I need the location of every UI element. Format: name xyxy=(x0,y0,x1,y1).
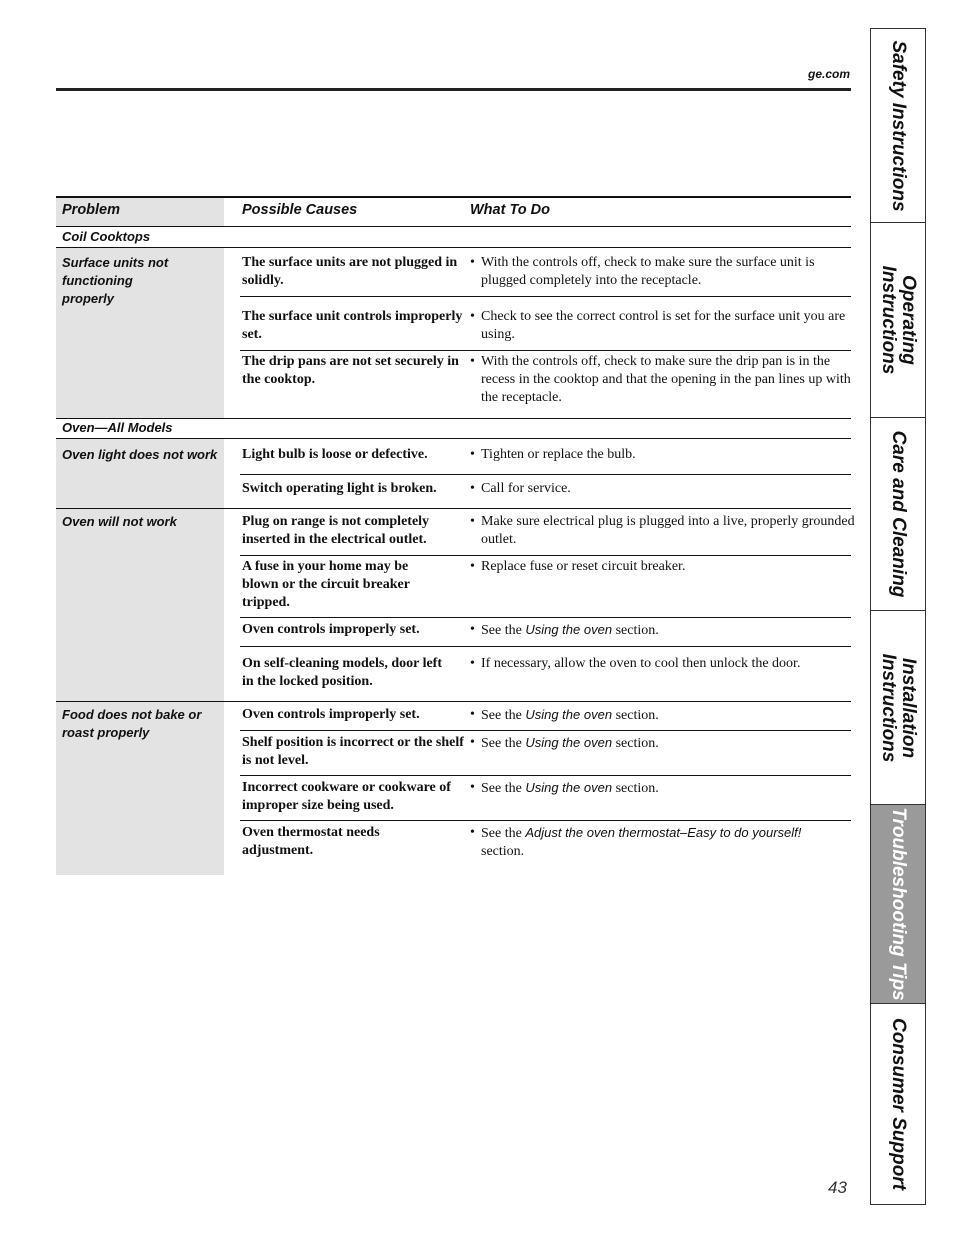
header-rule xyxy=(56,88,851,91)
tab-label: Care and Cleaning xyxy=(888,430,909,598)
todo-text: • Check to see the correct control is set for the surface unit you are using. xyxy=(470,309,846,342)
cause-text: Light bulb is loose or defective. xyxy=(242,447,428,462)
todo-text: • See the Adjust the oven thermostat–Easy to do yourself! section. xyxy=(470,825,802,859)
tab-troubleshooting-tips[interactable] xyxy=(871,805,925,1004)
problem-cell-bg xyxy=(56,509,224,702)
cause-text: On self-cleaning models, door left in the locked position. xyxy=(242,656,443,689)
todo-text: • See the Using the oven section. xyxy=(470,780,659,796)
tab-installation-instructions[interactable] xyxy=(871,611,925,805)
tab-consumer-support[interactable] xyxy=(871,1004,925,1204)
tab-label: Troubleshooting Tips xyxy=(888,807,909,1001)
problem-label: Oven light does not work xyxy=(62,447,218,462)
cause-text: The surface units are not plugged in solidly. xyxy=(242,255,458,288)
todo-text: • See the Using the oven section. xyxy=(470,735,659,751)
todo-text: • Tighten or replace the bulb. xyxy=(470,447,636,462)
problem-label: Surface units not functioning properly xyxy=(62,255,169,306)
cause-text: Oven thermostat needs adjustment. xyxy=(242,825,380,858)
cause-text: The drip pans are not set securely in the cooktop. xyxy=(242,354,459,387)
cause-text: Oven controls improperly set. xyxy=(242,707,420,722)
cause-text: Oven controls improperly set. xyxy=(242,622,420,637)
tab-label: Installation Instructions xyxy=(878,653,919,762)
todo-text: • Make sure electrical plug is plugged into a live, properly grounded outlet. xyxy=(470,514,855,547)
cause-text: Incorrect cookware or cookware of improper size being used. xyxy=(242,780,451,813)
problem-label: Food does not bake or roast properly xyxy=(62,707,202,740)
todo-text: • With the controls off, check to make sure the drip pan is in the recess in the cooktop and that the opening in the pan lines up with the receptacle. xyxy=(470,354,851,405)
tab-safety-instructions[interactable] xyxy=(871,29,925,223)
cause-text: A fuse in your home may be blown or the circuit breaker tripped. xyxy=(242,559,410,610)
tab-care-and-cleaning[interactable] xyxy=(871,418,925,611)
todo-text: • Replace fuse or reset circuit breaker. xyxy=(470,559,686,574)
cause-text: Shelf position is incorrect or the shelf is not level. xyxy=(242,735,464,768)
section-title: Oven—All Models xyxy=(62,420,173,435)
tab-label: Operating Instructions xyxy=(878,265,919,375)
problem-label: Oven will not work xyxy=(62,514,177,529)
site-url: ge.com xyxy=(807,67,850,81)
todo-column-header: What To Do xyxy=(470,202,550,218)
section-title: Coil Cooktops xyxy=(62,229,151,244)
todo-text: • See the Using the oven section. xyxy=(470,707,659,723)
cause-text: The surface unit controls improperly set. xyxy=(242,309,463,342)
todo-text: • See the Using the oven section. xyxy=(470,622,659,638)
problem-column-header: Problem xyxy=(62,202,121,218)
tab-operating-instructions[interactable] xyxy=(871,223,925,418)
todo-text: • If necessary, allow the oven to cool then unlock the door. xyxy=(470,656,801,671)
cause-text: Switch operating light is broken. xyxy=(242,481,437,496)
todo-text: • With the controls off, check to make sure the surface unit is plugged completely into the receptacle. xyxy=(470,255,815,288)
todo-text: • Call for service. xyxy=(470,481,571,496)
side-tabs xyxy=(870,28,926,1205)
tab-label: Consumer Support xyxy=(888,1017,909,1191)
causes-column-header: Possible Causes xyxy=(242,202,358,218)
tab-label: Safety Instructions xyxy=(888,39,909,212)
cause-text: Plug on range is not completely inserted in the electrical outlet. xyxy=(242,514,430,547)
page-number: 43 xyxy=(828,1178,847,1197)
